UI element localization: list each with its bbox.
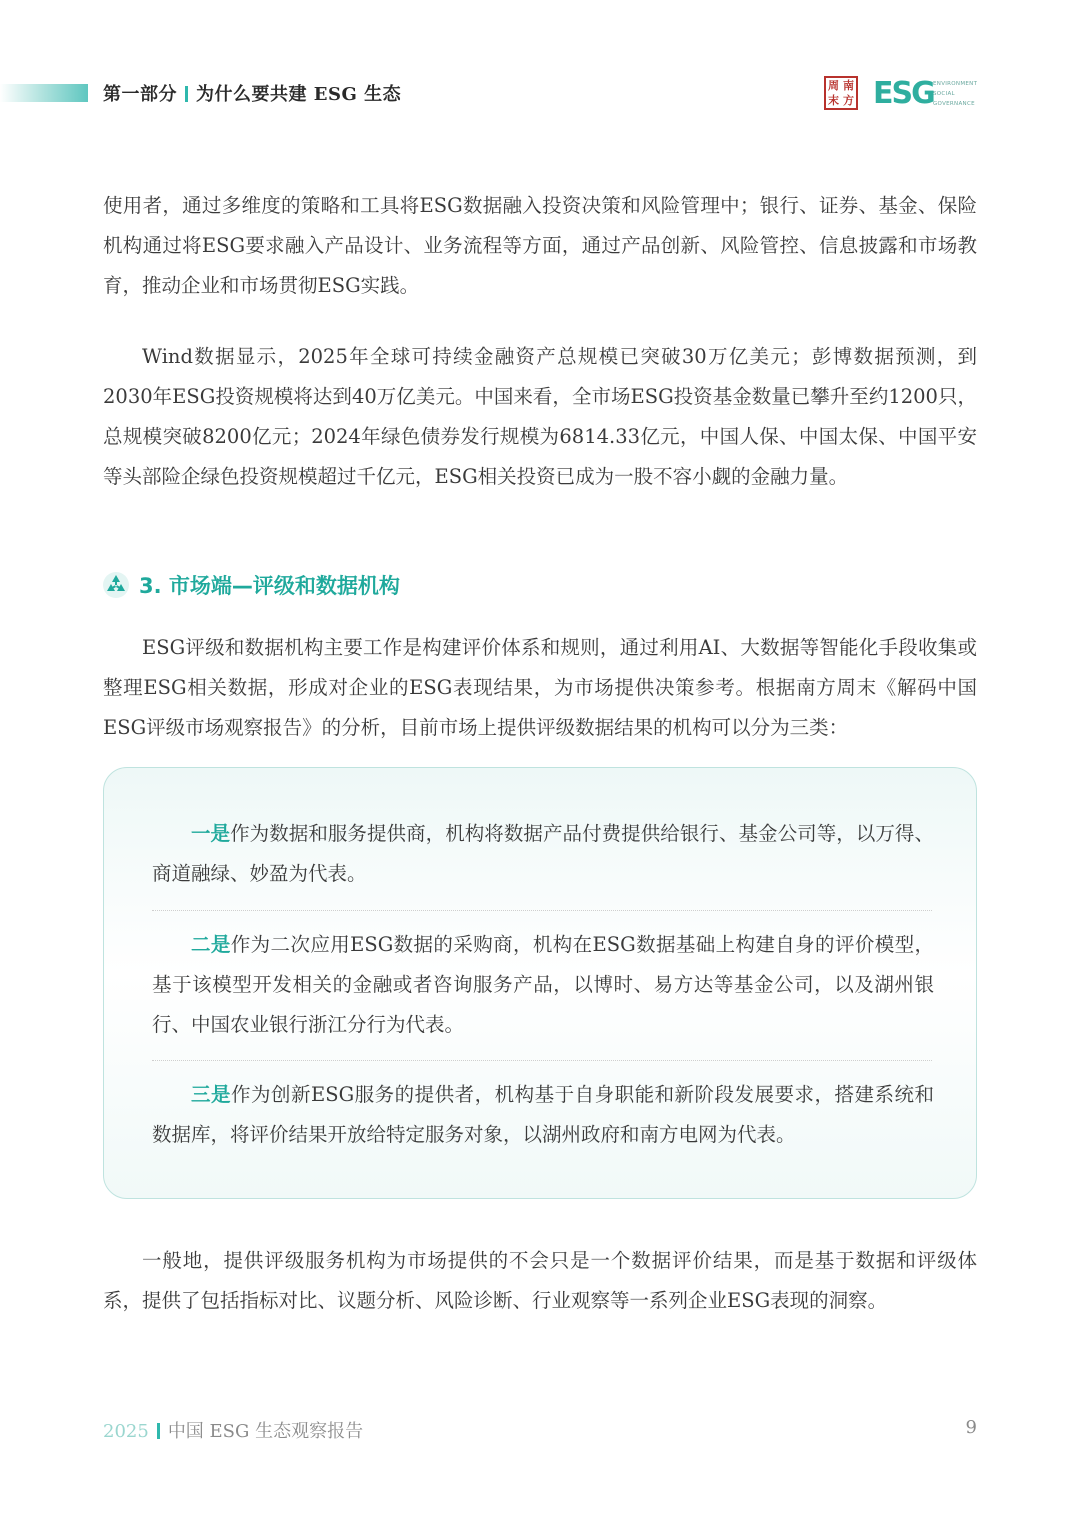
recycle-icon [101, 570, 131, 600]
footer-separator [157, 1423, 160, 1439]
section-heading [101, 565, 400, 605]
divider [152, 910, 932, 911]
paragraph-1: 使用者，通过多维度的策略和工具将ESG数据融入投资决策和风险管理中；银行、证券、基金、保险机构通过将ESG要求融入产品设计、业务流程等方面，通过产品创新、风险管控、信息披露和市场教育，推动企业和市场贯彻ESG实践。 [103, 194, 977, 297]
category-lead: 一是 [191, 822, 231, 845]
seal-char: 方 [843, 94, 854, 107]
category-text: 作为数据和服务提供商，机构将数据产品付费提供给银行、基金公司等，以万得、商道融绿、妙盈为代表。 [152, 822, 934, 885]
esg-logo-subtext [933, 79, 977, 109]
category-lead: 三是 [191, 1083, 231, 1106]
category-item-3 [152, 1075, 934, 1155]
southern-weekly-seal-logo [824, 76, 858, 110]
divider [152, 1060, 932, 1061]
footer-report-title: 中国 ESG 生态观察报告 [167, 1421, 364, 1442]
esg-logo [873, 76, 983, 112]
header-section-label: 第一部分 [103, 84, 177, 105]
category-text: 作为二次应用ESG数据的采购商，机构在ESG数据基础上构建自身的评价模型，基于该模型开发相关的金融或者咨询服务产品，以博时、易方达等基金公司，以及湖州银行、中国农业银行浙江分行为代表。 [152, 933, 934, 1036]
paragraph-3: ESG评级和数据机构主要工作是构建评价体系和规则，通过利用AI、大数据等智能化手段收集或整理ESG相关数据，形成对企业的ESG表现结果，为市场提供决策参考。根据南方周末《解码中国ESG评级市场观察报告》的分析，目前市场上提供评级数据结果的机构可以分为三类： [103, 636, 977, 739]
seal-char: 末 [828, 94, 839, 107]
page-footer [103, 1417, 363, 1443]
seal-char: 南 [843, 79, 854, 92]
esg-logo-line: ENVIRONMENT [933, 81, 978, 87]
category-item-1 [152, 814, 934, 894]
running-header [103, 80, 401, 106]
category-item-2 [152, 925, 934, 1045]
category-lead: 二是 [191, 933, 231, 956]
header-accent-bar [0, 84, 88, 102]
header-title: 为什么要共建 ESG 生态 [196, 84, 402, 105]
esg-logo-line: SOCIAL [933, 91, 955, 97]
section-title: 3. 市场端—评级和数据机构 [139, 574, 400, 598]
paragraph-4: 一般地，提供评级服务机构为市场提供的不会只是一个数据评价结果，而是基于数据和评级体系，提供了包括指标对比、议题分析、风险诊断、行业观察等一系列企业ESG表现的洞察。 [103, 1249, 977, 1312]
seal-char: 周 [828, 79, 839, 92]
header-separator [185, 86, 188, 102]
esg-logo-mark: ESG [873, 76, 934, 111]
classification-callout-box [103, 767, 977, 1199]
paragraph-2: Wind数据显示，2025年全球可持续金融资产总规模已突破30万亿美元；彭博数据预测，到2030年ESG投资规模将达到40万亿美元。中国来看，全市场ESG投资基金数量已攀升至约1200只，总规模突破8200亿元；2024年绿色债券发行规模为6814.33亿元，中国人保、中国太保、中国平安等头部险企绿色投资规模超过千亿元，ESG相关投资已成为一股不容小觑的金融力量。 [103, 345, 977, 488]
page-number: 9 [965, 1417, 977, 1438]
footer-year: 2025 [103, 1421, 149, 1442]
category-text: 作为创新ESG服务的提供者，机构基于自身职能和新阶段发展要求，搭建系统和数据库，将评价结果开放给特定服务对象，以湖州政府和南方电网为代表。 [152, 1083, 934, 1146]
esg-logo-line: GOVERNANCE [933, 101, 975, 107]
